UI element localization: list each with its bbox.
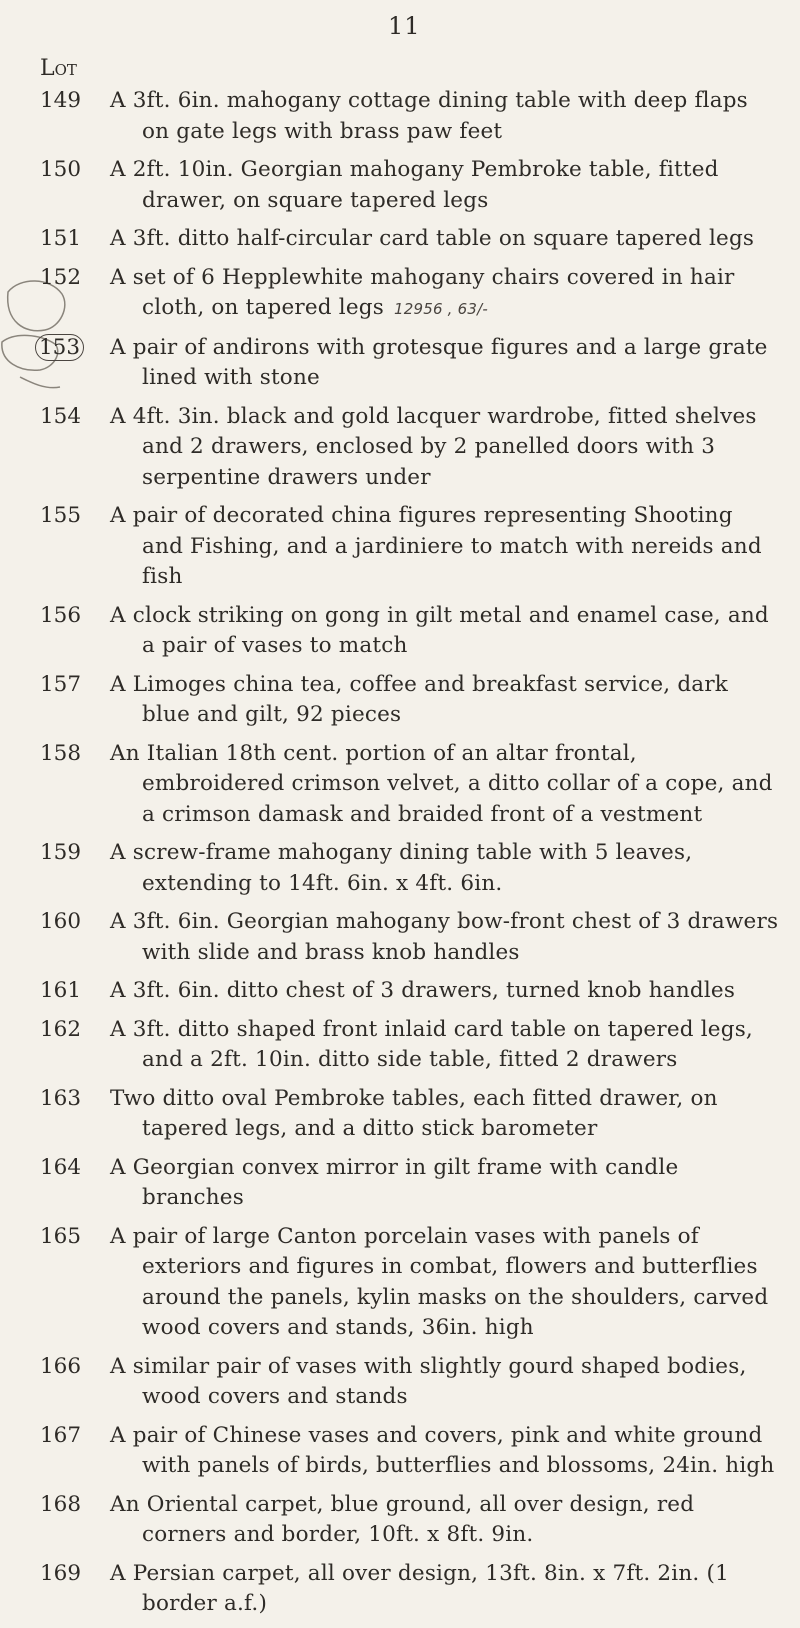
lot-description xyxy=(110,1015,780,1076)
lot-description-text: A Persian carpet, all over design, 13ft. 8in. x 7ft. 2in. (1 border a.f.) xyxy=(110,1560,729,1616)
lot-number: 155 xyxy=(40,503,82,528)
lot-description-text: A Georgian convex mirror in gilt frame with candle branches xyxy=(110,1154,679,1210)
lot-entry xyxy=(40,601,780,662)
lot-entry xyxy=(40,224,780,255)
lot-entry xyxy=(40,739,780,831)
lot-entry xyxy=(40,1222,780,1344)
lot-entry xyxy=(40,86,780,147)
handwritten-annotation: 12956 , 63/- xyxy=(393,300,488,318)
lot-number: 168 xyxy=(40,1491,82,1517)
lot-description xyxy=(110,670,780,731)
lot-description-text: A 3ft. ditto half-circular card table on square tapered legs xyxy=(110,226,755,251)
lot-entry xyxy=(40,402,780,494)
lot-entry xyxy=(40,1490,780,1551)
lot-entry xyxy=(40,501,780,593)
lot-description-text: A screw-frame mahogany dining table with 5 leaves, extending to 14ft. 6in. x 4ft. 6in. xyxy=(110,840,693,896)
lot-entry xyxy=(40,670,780,731)
lot-entry xyxy=(40,333,780,394)
lot-description-text: An Italian 18th cent. portion of an altar frontal, embroidered crimson velvet, a ditto collar of a cope, and a crimson damask and braided front of a vestment xyxy=(110,740,773,827)
lot-entry xyxy=(40,907,780,968)
lot-description xyxy=(110,1153,780,1214)
lot-entry xyxy=(40,1153,780,1214)
lot-entry xyxy=(40,263,780,325)
lot-number: 156 xyxy=(40,602,82,628)
lot-description-text: A pair of large Canton porcelain vases with panels of exteriors and figures in combat, flowers and butterflies around the panels, kylin masks on the shoulders, carved wood covers and stands, 36in. high xyxy=(110,1223,769,1340)
lot-description xyxy=(110,601,780,662)
lot-entry xyxy=(40,1421,780,1482)
lot-description xyxy=(110,402,780,494)
lot-description xyxy=(110,501,780,593)
lot-description xyxy=(110,86,780,147)
lot-description-text: A 2ft. 10in. Georgian mahogany Pembroke table, fitted drawer, on square tapered legs xyxy=(110,157,719,213)
lot-description xyxy=(110,838,780,899)
lot-description xyxy=(110,739,780,831)
lot-description-text: A set of 6 Hepplewhite mahogany chairs covered in hair cloth, on tapered legs xyxy=(110,264,735,320)
lot-number: 160 xyxy=(40,909,82,934)
lot-description xyxy=(110,263,780,325)
circled-lot-number: 153 xyxy=(35,334,84,361)
lot-description xyxy=(110,907,780,968)
lot-number: 165 xyxy=(40,1223,82,1249)
lot-number: 157 xyxy=(40,671,82,697)
lot-entry xyxy=(40,155,780,216)
lot-description xyxy=(110,1559,780,1620)
lot-description-text: A pair of Chinese vases and covers, pink and white ground with panels of birds, butterflies and blossoms, 24in. high xyxy=(110,1422,775,1478)
lot-description-text: A 3ft. 6in. Georgian mahogany bow-front chest of 3 drawers with slide and brass knob handles xyxy=(110,909,779,965)
lot-entry xyxy=(40,1559,780,1620)
lot-description-text: A similar pair of vases with slightly gourd shaped bodies, wood covers and stands xyxy=(110,1353,747,1409)
lot-number: 163 xyxy=(40,1085,82,1111)
lot-description xyxy=(110,333,780,394)
lot-number: 149 xyxy=(40,88,82,113)
lot-number: 167 xyxy=(40,1422,82,1448)
lot-number: 164 xyxy=(40,1154,82,1180)
lot-description xyxy=(110,1421,780,1482)
lot-entry xyxy=(40,1084,780,1145)
lot-entry xyxy=(40,976,780,1007)
lot-number: 151 xyxy=(40,226,82,251)
lot-entry xyxy=(40,1015,780,1076)
lot-description-text: A 4ft. 3in. black and gold lacquer wardrobe, fitted shelves and 2 drawers, enclosed by 2 panelled doors with 3 serpentine drawers under xyxy=(110,403,757,490)
lot-number: 166 xyxy=(40,1353,82,1379)
lot-number: 162 xyxy=(40,1016,82,1042)
lot-description-text: A 3ft. ditto shaped front inlaid card table on tapered legs, and a 2ft. 10in. ditto side table, fitted 2 drawers xyxy=(110,1016,753,1072)
lot-entry xyxy=(40,838,780,899)
lot-entry xyxy=(40,1352,780,1413)
lot-number: 161 xyxy=(40,978,82,1003)
lot-number: 158 xyxy=(40,740,82,766)
lot-description-text: An Oriental carpet, blue ground, all over design, red corners and border, 10ft. x 8ft. 9in. xyxy=(110,1491,695,1547)
lot-description xyxy=(110,976,780,1007)
lot-number xyxy=(40,333,110,364)
lot-description-text: A pair of decorated china figures representing Shooting and Fishing, and a jardiniere to match with nereids and fish xyxy=(110,503,762,589)
lot-column-header: Lot xyxy=(40,56,77,81)
lot-number: 154 xyxy=(40,403,82,429)
lot-description xyxy=(110,1222,780,1344)
lot-description xyxy=(110,224,780,255)
lot-description-text: A 3ft. 6in. mahogany cottage dining table with deep flaps on gate legs with brass paw feet xyxy=(110,88,748,144)
lot-description xyxy=(110,1084,780,1145)
lot-list xyxy=(40,86,780,1628)
lot-description xyxy=(110,1490,780,1551)
lot-number: 169 xyxy=(40,1560,82,1586)
lot-description xyxy=(110,1352,780,1413)
lot-number: 159 xyxy=(40,840,82,865)
lot-description xyxy=(110,155,780,216)
lot-description-text: A pair of andirons with grotesque figures and a large grate lined with stone xyxy=(110,334,768,390)
lot-number: 152 xyxy=(40,264,82,290)
lot-description-text: Two ditto oval Pembroke tables, each fitted drawer, on tapered legs, and a ditto stick barometer xyxy=(110,1085,718,1141)
lot-description-text: A 3ft. 6in. ditto chest of 3 drawers, turned knob handles xyxy=(110,978,736,1003)
lot-description-text: A Limoges china tea, coffee and breakfast service, dark blue and gilt, 92 pieces xyxy=(110,671,729,727)
lot-description-text: A clock striking on gong in gilt metal and enamel case, and a pair of vases to match xyxy=(110,602,769,658)
page-number: 11 xyxy=(388,12,421,40)
lot-number: 150 xyxy=(40,157,82,182)
